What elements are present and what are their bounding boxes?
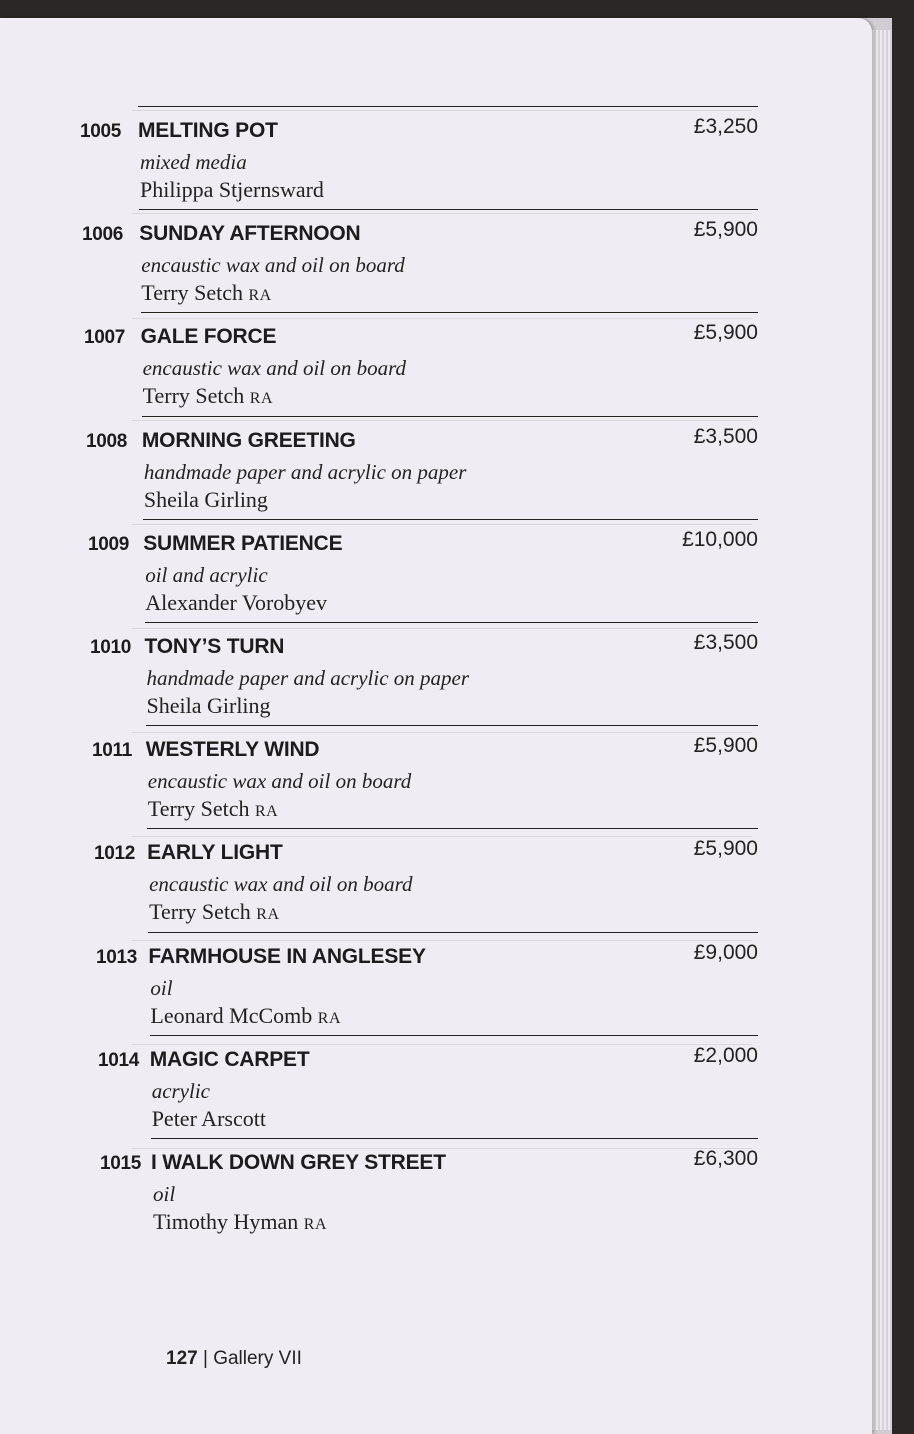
entry-number: 1012 xyxy=(94,843,136,865)
entry-medium: oil xyxy=(150,975,173,1000)
artist-name: Sheila Girling xyxy=(143,486,268,512)
entry-title: MELTING POT xyxy=(138,119,278,142)
gallery-section: Gallery VII xyxy=(213,1348,302,1369)
entry-artist xyxy=(150,1003,341,1029)
catalogue-entry xyxy=(92,725,758,826)
entry-title: WESTERLY WIND xyxy=(145,738,320,762)
artist-name: Philippa Stjernsward xyxy=(140,177,324,202)
entry-number: 1015 xyxy=(100,1153,142,1174)
catalogue-page xyxy=(0,18,872,1434)
entry-artist xyxy=(152,1106,266,1132)
footer-separator: | xyxy=(197,1348,214,1369)
catalogue-entry xyxy=(84,312,758,413)
catalogue-entry xyxy=(82,209,758,310)
catalogue-entry xyxy=(94,828,758,929)
entry-price: £5,900 xyxy=(693,734,758,758)
entry-number: 1011 xyxy=(92,740,133,762)
entry-artist xyxy=(143,383,273,409)
royal-academician-suffix: RA xyxy=(249,390,274,408)
entry-medium: encaustic wax and oil on board xyxy=(142,356,407,381)
catalogue-entry xyxy=(80,106,758,207)
entry-artist xyxy=(141,280,271,306)
royal-academician-suffix: RA xyxy=(256,906,280,924)
entry-number: 1008 xyxy=(86,430,128,452)
entry-price: £5,900 xyxy=(693,321,758,345)
entry-number: 1010 xyxy=(90,637,132,658)
entry-artist xyxy=(147,693,271,719)
entry-title: MAGIC CARPET xyxy=(149,1047,310,1071)
catalogue-entry xyxy=(86,416,758,517)
artist-name: Timothy Hyman xyxy=(153,1209,299,1234)
entry-number: 1005 xyxy=(80,121,122,142)
entry-medium: encaustic wax and oil on board xyxy=(147,769,412,794)
entry-title: MORNING GREETING xyxy=(141,428,356,452)
royal-academician-suffix: RA xyxy=(255,803,279,821)
entry-artist xyxy=(144,487,268,513)
page-footer xyxy=(166,1348,302,1370)
royal-academician-suffix: RA xyxy=(248,287,272,305)
entry-medium: encaustic wax and oil on board xyxy=(141,253,405,278)
entry-title: EARLY LIGHT xyxy=(147,841,283,865)
entry-title: SUMMER PATIENCE xyxy=(143,531,343,555)
entry-title: FARMHOUSE IN ANGLESEY xyxy=(148,944,426,968)
entry-price: £3,500 xyxy=(693,631,758,654)
artist-name: Sheila Girling xyxy=(146,693,271,718)
entry-medium: encaustic wax and oil on board xyxy=(149,872,413,897)
catalogue-entry xyxy=(100,1138,758,1239)
entry-artist xyxy=(145,590,327,616)
royal-academician-suffix: RA xyxy=(303,1216,328,1233)
entry-price: £3,250 xyxy=(693,115,758,138)
entry-price: £5,900 xyxy=(693,837,758,861)
catalogue-entry xyxy=(96,932,758,1033)
catalogue-entry xyxy=(88,519,758,620)
entry-price: £6,300 xyxy=(693,1147,758,1170)
entry-artist xyxy=(149,899,279,925)
entry-price: £2,000 xyxy=(693,1043,758,1067)
entry-number: 1006 xyxy=(82,224,124,246)
artist-name: Terry Setch xyxy=(141,280,243,306)
entry-medium: acrylic xyxy=(151,1078,210,1103)
entry-title: GALE FORCE xyxy=(140,325,277,349)
entry-number: 1009 xyxy=(88,533,130,555)
artist-name: Terry Setch xyxy=(149,899,251,925)
entry-medium: oil and acrylic xyxy=(145,562,268,587)
artist-name: Leonard McComb xyxy=(150,1002,313,1028)
artist-name: Terry Setch xyxy=(147,796,250,822)
entry-title: TONY’S TURN xyxy=(144,635,285,658)
entry-medium: mixed media xyxy=(140,150,247,174)
entry-price: £3,500 xyxy=(693,424,758,448)
entry-title: I WALK DOWN GREY STREET xyxy=(151,1151,446,1174)
entry-artist xyxy=(140,177,324,203)
catalogue-entry xyxy=(98,1035,758,1136)
entry-number: 1013 xyxy=(96,946,138,968)
entry-title: SUNDAY AFTERNOON xyxy=(139,222,361,246)
artist-name: Alexander Vorobyev xyxy=(145,589,328,615)
royal-academician-suffix: RA xyxy=(317,1009,342,1027)
catalogue-entry xyxy=(90,622,759,723)
artist-name: Terry Setch xyxy=(142,383,245,409)
entry-medium: handmade paper and acrylic on paper xyxy=(146,666,470,690)
artist-name: Peter Arscott xyxy=(151,1105,266,1131)
page-number: 127 xyxy=(166,1348,198,1369)
entry-price: £9,000 xyxy=(693,940,758,964)
entry-artist xyxy=(148,796,278,822)
entry-artist xyxy=(153,1209,327,1235)
entry-medium: handmade paper and acrylic on paper xyxy=(143,459,467,484)
entry-number: 1014 xyxy=(98,1049,140,1071)
entry-price: £10,000 xyxy=(682,527,758,551)
entry-price: £5,900 xyxy=(693,218,758,242)
entry-medium: oil xyxy=(153,1182,176,1206)
entry-number: 1007 xyxy=(84,327,126,349)
